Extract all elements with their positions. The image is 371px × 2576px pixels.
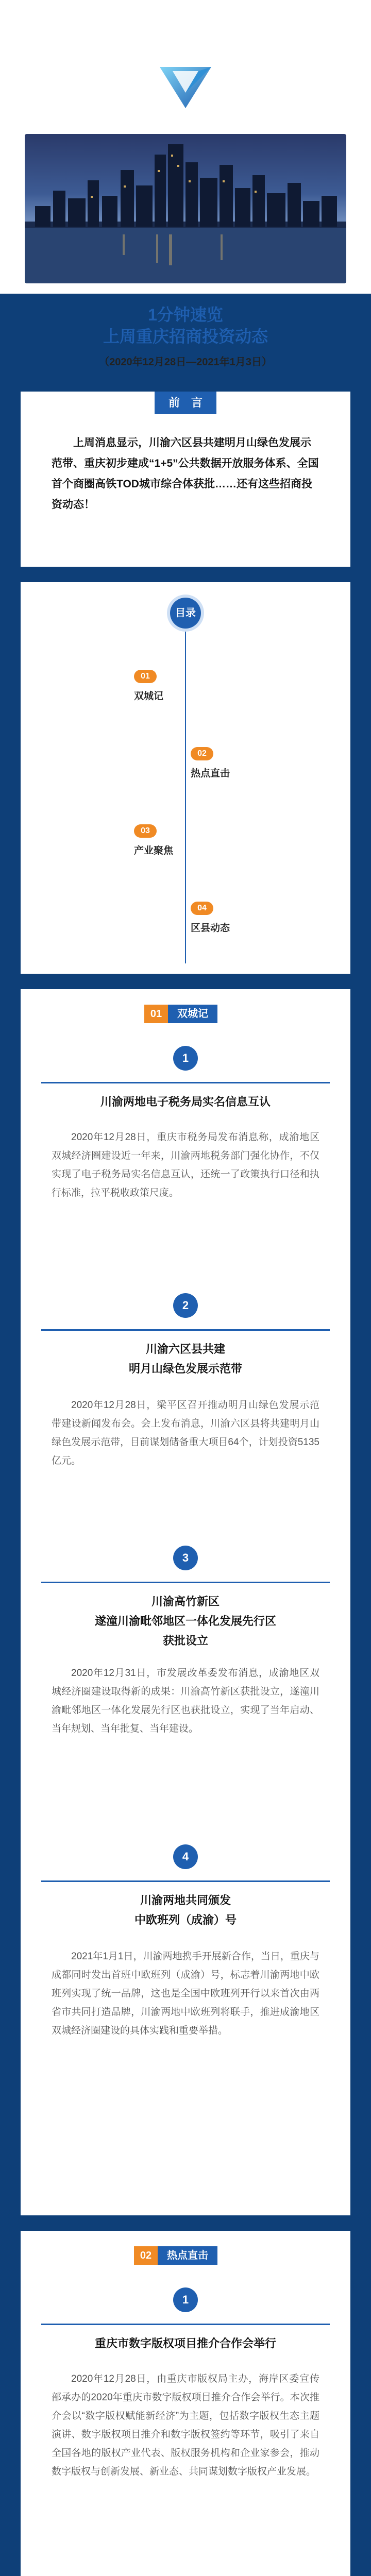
toc-item-label: 热点直击 xyxy=(191,768,230,779)
toc-line xyxy=(185,613,186,963)
article-number: 2 xyxy=(173,1293,198,1318)
article-title: 川渝六区县共建 明月山绿色发展示范带 xyxy=(128,1343,242,1375)
preface-text: 上周消息显示，川渝六区县共建明月山绿色发展示范带、重庆初步建成“1+5”公共数据开放服务体系、全国首个商圈高铁TOD城市综合体获批……还有这些招商投资动态！ xyxy=(52,437,319,511)
article-number: 3 xyxy=(173,1546,198,1570)
toc-item-num: 02 xyxy=(191,747,213,760)
article-rule xyxy=(41,1082,330,1083)
article-body: 2020年12月28日，由重庆市版权局主办，海岸区委宣传部承办的2020年重庆市数字版权项目推介合作会举行。本次推介会以“数字版权赋能新经济”为主题，包括数字版权生态主题演讲、数字版权项目推介和数字版权签约等环节，吸引了来自全国各地的版权产业代表、版权服务机构和企业家参会，推动数字版权与创新发展、新业态、共同谋划数字版权产业发展。 xyxy=(52,2374,319,2477)
title-line2: 上周重庆招商投资动态 xyxy=(103,327,268,346)
toc-item-num: 03 xyxy=(134,824,157,838)
toc-item-num: 01 xyxy=(134,670,157,683)
section-1-card xyxy=(21,989,350,2215)
section-2-card xyxy=(21,2231,350,2576)
toc-item-label: 产业聚焦 xyxy=(134,845,174,856)
title-line1: 1分钟速览 xyxy=(148,306,223,324)
article-body: 2020年12月28日，梁平区召开推动明月山绿色发展示范带建设新闻发布会。会上发布消息，川渝六区县将共建明月山绿色发展示范带，目前谋划储备重大项目64个，计划投资5135亿元。 xyxy=(52,1400,319,1466)
toc-head: 目录 xyxy=(170,598,201,629)
preface-tag: 前 言 xyxy=(155,392,216,414)
toc-card xyxy=(21,582,350,974)
preface-card xyxy=(21,392,350,567)
toc-item-3[interactable] xyxy=(134,824,173,857)
article-rule xyxy=(41,1582,330,1583)
section-2-label: 热点直击 xyxy=(158,2246,217,2265)
article-title: 重庆市数字版权项目推介合作会举行 xyxy=(94,2337,276,2350)
section-2-head xyxy=(134,2246,217,2265)
article-body: 2021年1月1日，川渝两地携手开展新合作，当日，重庆与成都同时发出首班中欧班列（成渝）号，标志着川渝两地中欧班列实现了统一品牌，这也是全国中欧班列开行以来首次由两省市共同打造品牌，川渝两地中欧班列将联手，推进成渝地区双城经济圈建设的具体实践和重要举措。 xyxy=(52,1951,319,2036)
section-1-head xyxy=(144,1005,217,1023)
toc-item-2[interactable] xyxy=(191,747,230,779)
article-title: 川渝两地电子税务局实名信息互认 xyxy=(100,1095,271,1108)
article-number: 4 xyxy=(173,1844,198,1869)
logo-icon xyxy=(155,57,216,113)
header xyxy=(0,0,371,294)
article-title: 川渝高竹新区 遂潼川渝毗邻地区一体化发展先行区 获批设立 xyxy=(94,1595,276,1647)
title-block xyxy=(0,304,371,368)
section-2-num: 02 xyxy=(134,2246,158,2265)
article-title: 川渝两地共同颁发 中欧班列（成渝）号 xyxy=(134,1894,237,1926)
section-1-num: 01 xyxy=(144,1005,168,1023)
article-number: 1 xyxy=(173,1046,198,1071)
section-1-label: 双城记 xyxy=(168,1005,217,1023)
date-range: （2020年12月28日—2021年1月3日） xyxy=(99,357,272,368)
article-rule xyxy=(41,2324,330,2325)
toc-item-label: 区县动态 xyxy=(191,923,230,934)
toc-item-label: 双城记 xyxy=(134,691,164,702)
toc-item-num: 04 xyxy=(191,902,213,915)
city-skyline-image xyxy=(25,134,346,283)
toc-item-1[interactable] xyxy=(134,670,163,702)
article-body: 2020年12月28日，重庆市税务局发布消息称，成渝地区双城经济圈建设近一年来，川渝两地税务部门强化协作，不仅实现了电子税务局实名信息互认，还统一了政策执行口径和执行标准，拉平税收政策尺度。 xyxy=(52,1132,319,1198)
article-body: 2020年12月31日，市发展改革委发布消息，成渝地区双城经济圈建设取得新的成果：川渝高竹新区获批设立，遂潼川渝毗邻地区一体化发展先行区也获批设立，实现了当年启动、当年规划、当年批复、当年建设。 xyxy=(52,1668,319,1734)
article-rule xyxy=(41,1880,330,1882)
toc-item-4[interactable] xyxy=(191,902,230,934)
article-number: 1 xyxy=(173,2287,198,2312)
article-rule xyxy=(41,1329,330,1331)
